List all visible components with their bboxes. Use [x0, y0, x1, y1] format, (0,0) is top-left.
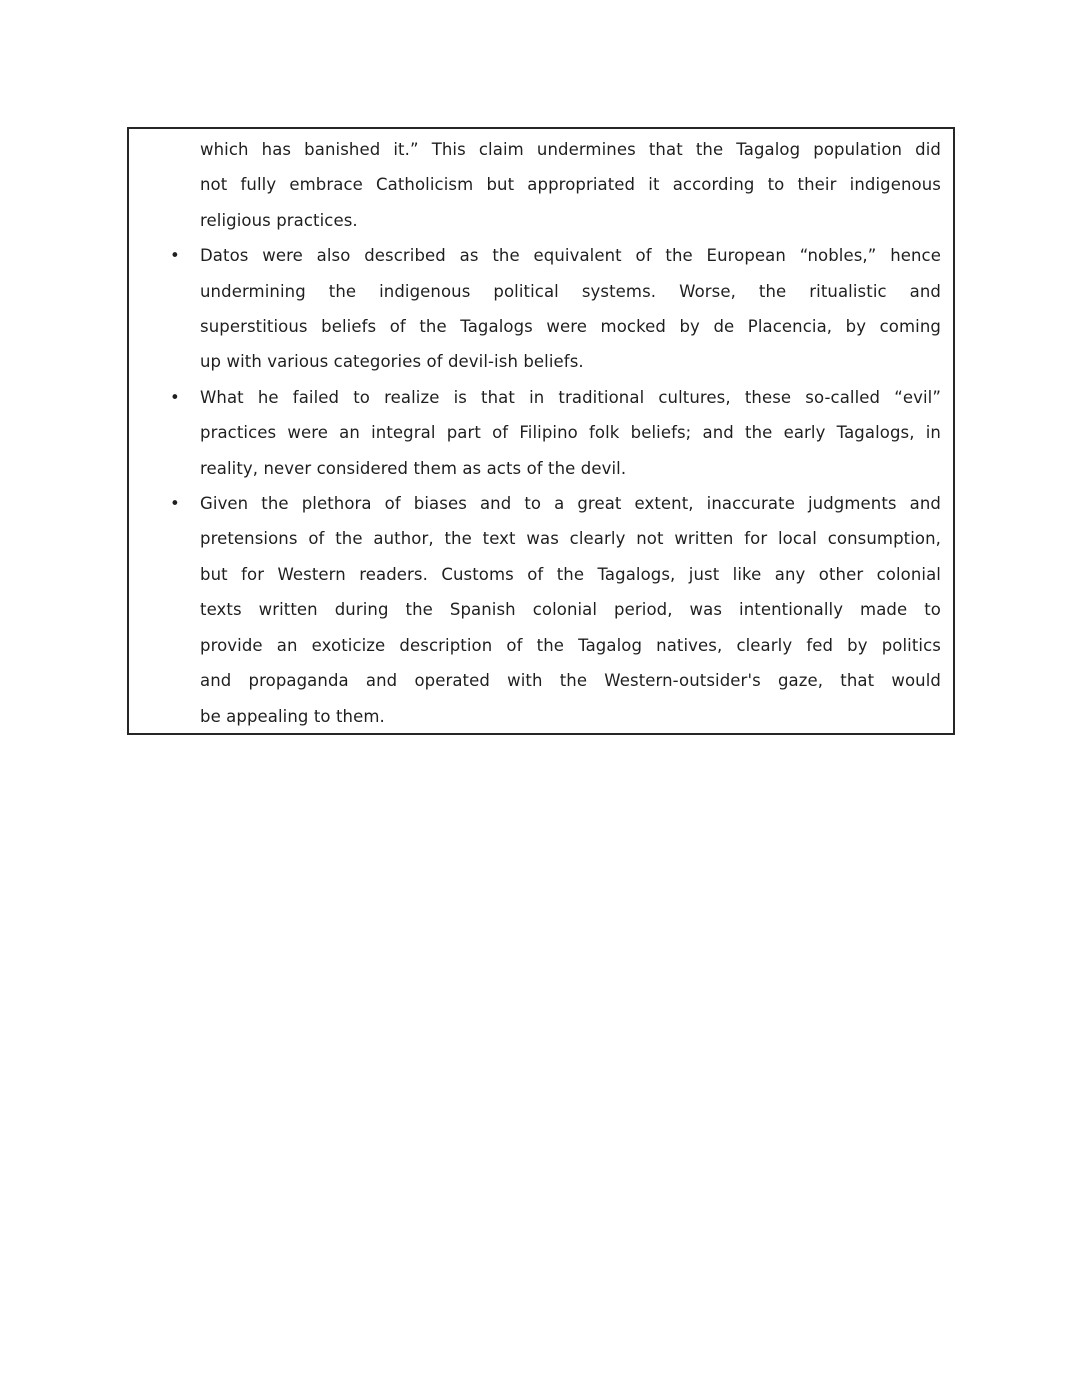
paragraph — [200, 380, 941, 486]
text-line: Datos were also described as the equivalent of the European “nobles,” hence — [200, 246, 941, 266]
text-line: texts written during the Spanish colonial period, was intentionally made to — [200, 600, 941, 620]
text-line: be appealing to them. — [200, 706, 385, 726]
text-line: not fully embrace Catholicism but appropriated it according to their indigenous — [200, 175, 941, 195]
text-box — [127, 127, 955, 735]
text-line: What he failed to realize is that in traditional cultures, these so-called “evil” — [200, 387, 941, 407]
text-line: provide an exoticize description of the Tagalog natives, clearly fed by politics — [200, 635, 941, 655]
paragraph — [200, 238, 941, 380]
bullet-icon: • — [170, 246, 180, 266]
bullet-list — [139, 132, 941, 734]
text-line: practices were an integral part of Filipino folk beliefs; and the early Tagalogs, in — [200, 423, 941, 443]
list-item — [139, 486, 941, 734]
text-line: and propaganda and operated with the Western-outsider's gaze, that would — [200, 671, 941, 691]
list-item — [139, 238, 941, 380]
text-line: undermining the indigenous political systems. Worse, the ritualistic and — [200, 281, 941, 301]
list-item — [139, 380, 941, 486]
text-line: up with various categories of devil-ish beliefs. — [200, 352, 584, 372]
text-line: superstitious beliefs of the Tagalogs were mocked by de Placencia, by coming — [200, 317, 941, 337]
paragraph — [200, 486, 941, 734]
text-line: religious practices. — [200, 210, 358, 230]
text-line: pretensions of the author, the text was clearly not written for local consumption, — [200, 529, 941, 549]
bullet-icon: • — [170, 387, 180, 407]
list-item — [139, 132, 941, 238]
text-line: reality, never considered them as acts of the devil. — [200, 458, 627, 478]
paragraph — [200, 132, 941, 238]
text-line: which has banished it.” This claim undermines that the Tagalog population did — [200, 140, 941, 159]
bullet-icon: • — [170, 494, 180, 514]
text-line: Given the plethora of biases and to a great extent, inaccurate judgments and — [200, 494, 941, 514]
text-line: but for Western readers. Customs of the Tagalogs, just like any other colonial — [200, 564, 941, 584]
